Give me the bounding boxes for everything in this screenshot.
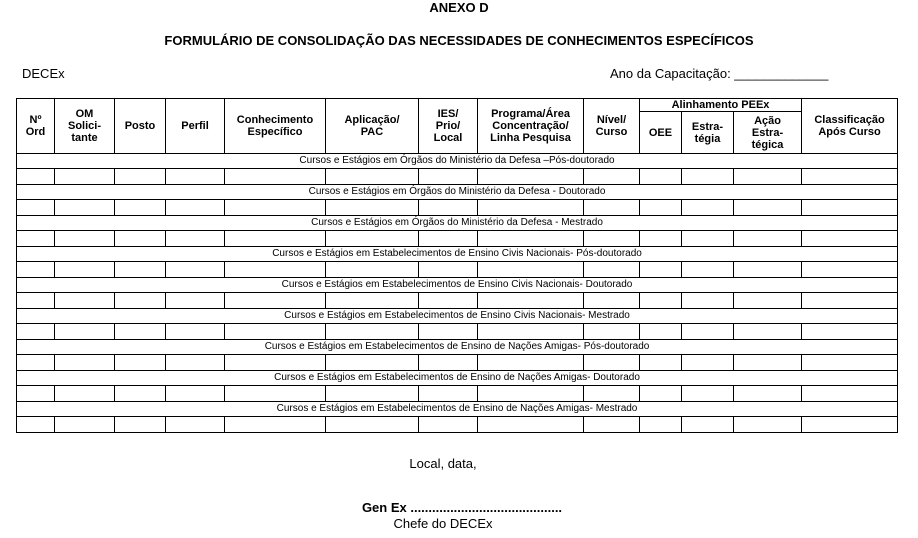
blank-cell: [584, 169, 640, 185]
blank-cell: [802, 200, 898, 216]
blank-cell: [802, 355, 898, 371]
blank-cell: [734, 262, 802, 278]
blank-cell: [166, 355, 225, 371]
blank-cell: [225, 200, 326, 216]
blank-cell: [326, 262, 419, 278]
blank-cell: [225, 231, 326, 247]
blank-cell: [478, 169, 584, 185]
blank-cell: [225, 169, 326, 185]
col-header-programa: Programa/Área Concentração/ Linha Pesquisa: [478, 99, 584, 154]
blank-cell: [326, 293, 419, 309]
col-header-acao: Ação Estra- tégica: [734, 112, 802, 154]
blank-cell: [225, 293, 326, 309]
blank-cell: [640, 231, 682, 247]
blank-cell: [326, 386, 419, 402]
place-date-line: Local, data,: [409, 456, 477, 471]
blank-cell: [419, 293, 478, 309]
col-header-oee: OEE: [640, 112, 682, 154]
blank-cell: [55, 262, 115, 278]
section-row: [17, 340, 898, 355]
blank-cell: [419, 262, 478, 278]
blank-cell: [55, 324, 115, 340]
blank-cell: [166, 231, 225, 247]
blank-cell: [17, 231, 55, 247]
blank-cell: [478, 293, 584, 309]
blank-cell: [55, 169, 115, 185]
blank-cell: [802, 293, 898, 309]
blank-cell: [584, 417, 640, 433]
blank-cell: [734, 293, 802, 309]
section-row: [17, 309, 898, 324]
section-label: Cursos e Estágios em Estabelecimentos de Ensino Civis Nacionais- Doutorado: [17, 278, 898, 293]
blank-cell: [584, 231, 640, 247]
section-label: Cursos e Estágios em Estabelecimentos de Ensino Civis Nacionais- Pós-doutorado: [17, 247, 898, 262]
blank-cell: [734, 231, 802, 247]
blank-cell: [115, 169, 166, 185]
section-row: [17, 185, 898, 200]
col-header-perfil: Perfil: [166, 99, 225, 154]
blank-cell: [17, 386, 55, 402]
blank-cell: [419, 355, 478, 371]
blank-cell: [802, 262, 898, 278]
blank-cell: [802, 231, 898, 247]
blank-cell: [419, 417, 478, 433]
blank-cell: [640, 293, 682, 309]
blank-cell: [734, 324, 802, 340]
blank-cell: [55, 355, 115, 371]
blank-cell: [734, 355, 802, 371]
blank-cell: [225, 355, 326, 371]
blank-cell: [478, 417, 584, 433]
blank-cell: [166, 200, 225, 216]
section-row: [17, 247, 898, 262]
blank-cell: [166, 324, 225, 340]
blank-cell: [734, 386, 802, 402]
blank-cell: [17, 200, 55, 216]
blank-cell: [682, 169, 734, 185]
col-group-alinhamento: Alinhamento PEEx: [640, 99, 802, 112]
blank-cell: [55, 200, 115, 216]
blank-entry-row: [17, 262, 898, 278]
blank-cell: [584, 200, 640, 216]
col-header-estrategia: Estra- tégia: [682, 112, 734, 154]
blank-cell: [17, 262, 55, 278]
blank-cell: [326, 169, 419, 185]
blank-entry-row: [17, 386, 898, 402]
blank-cell: [802, 169, 898, 185]
col-header-nivel: Nível/ Curso: [584, 99, 640, 154]
section-row: [17, 371, 898, 386]
blank-cell: [115, 231, 166, 247]
blank-entry-row: [17, 293, 898, 309]
blank-cell: [478, 386, 584, 402]
blank-cell: [225, 324, 326, 340]
section-row: [17, 216, 898, 231]
col-header-conhecimento: Conhecimento Específico: [225, 99, 326, 154]
blank-cell: [225, 262, 326, 278]
blank-entry-row: [17, 200, 898, 216]
blank-cell: [326, 417, 419, 433]
consolidation-table: [16, 98, 898, 433]
blank-cell: [326, 324, 419, 340]
section-label: Cursos e Estágios em Estabelecimentos de Ensino de Nações Amigas- Pós-doutorado: [17, 340, 898, 355]
blank-cell: [802, 417, 898, 433]
blank-entry-row: [17, 355, 898, 371]
blank-cell: [17, 169, 55, 185]
signature-line: Gen Ex ..........................................: [361, 500, 563, 515]
blank-cell: [478, 324, 584, 340]
blank-cell: [115, 417, 166, 433]
blank-entry-row: [17, 417, 898, 433]
col-header-posto: Posto: [115, 99, 166, 154]
blank-cell: [478, 200, 584, 216]
blank-cell: [326, 200, 419, 216]
section-label: Cursos e Estágios em Estabelecimentos de Ensino de Nações Amigas- Mestrado: [17, 402, 898, 417]
blank-cell: [478, 262, 584, 278]
blank-cell: [682, 200, 734, 216]
blank-cell: [225, 417, 326, 433]
blank-cell: [55, 417, 115, 433]
blank-entry-row: [17, 169, 898, 185]
section-label: Cursos e Estágios em Órgãos do Ministério da Defesa - Mestrado: [17, 216, 898, 231]
col-header-classificacao: Classificação Após Curso: [802, 99, 898, 154]
blank-cell: [115, 293, 166, 309]
blank-cell: [682, 417, 734, 433]
blank-cell: [584, 355, 640, 371]
annex-title: ANEXO D: [429, 0, 489, 15]
blank-cell: [17, 293, 55, 309]
blank-cell: [419, 169, 478, 185]
blank-cell: [419, 231, 478, 247]
blank-cell: [17, 324, 55, 340]
organization-label: DECEx: [22, 66, 65, 81]
blank-cell: [584, 262, 640, 278]
blank-cell: [682, 262, 734, 278]
blank-cell: [166, 386, 225, 402]
section-label: Cursos e Estágios em Órgãos do Ministério da Defesa –Pós-doutorado: [17, 154, 898, 169]
blank-cell: [640, 324, 682, 340]
blank-cell: [734, 169, 802, 185]
blank-cell: [682, 386, 734, 402]
blank-cell: [166, 262, 225, 278]
blank-cell: [419, 386, 478, 402]
training-year-field: Ano da Capacitação: _____________: [610, 66, 829, 81]
blank-cell: [17, 417, 55, 433]
blank-cell: [419, 200, 478, 216]
blank-entry-row: [17, 324, 898, 340]
blank-cell: [584, 386, 640, 402]
blank-cell: [734, 417, 802, 433]
blank-cell: [682, 231, 734, 247]
blank-cell: [166, 169, 225, 185]
section-row: [17, 402, 898, 417]
col-header-ies: IES/ Prio/ Local: [419, 99, 478, 154]
blank-cell: [478, 355, 584, 371]
section-label: Cursos e Estágios em Estabelecimentos de Ensino Civis Nacionais- Mestrado: [17, 309, 898, 324]
blank-cell: [115, 355, 166, 371]
blank-cell: [584, 293, 640, 309]
blank-cell: [478, 231, 584, 247]
blank-cell: [419, 324, 478, 340]
blank-cell: [17, 355, 55, 371]
blank-cell: [166, 417, 225, 433]
blank-cell: [640, 200, 682, 216]
blank-cell: [225, 386, 326, 402]
blank-cell: [115, 386, 166, 402]
blank-cell: [640, 169, 682, 185]
col-header-om: OM Solici- tante: [55, 99, 115, 154]
blank-cell: [326, 231, 419, 247]
col-header-aplicacao: Aplicação/ PAC: [326, 99, 419, 154]
section-row: [17, 278, 898, 293]
blank-cell: [682, 355, 734, 371]
blank-cell: [584, 324, 640, 340]
blank-cell: [802, 324, 898, 340]
blank-cell: [802, 386, 898, 402]
section-row: [17, 154, 898, 169]
blank-entry-row: [17, 231, 898, 247]
blank-cell: [55, 293, 115, 309]
blank-cell: [55, 231, 115, 247]
blank-cell: [115, 324, 166, 340]
blank-cell: [734, 200, 802, 216]
blank-cell: [55, 386, 115, 402]
blank-cell: [115, 262, 166, 278]
blank-cell: [166, 293, 225, 309]
section-label: Cursos e Estágios em Órgãos do Ministério da Defesa - Doutorado: [17, 185, 898, 200]
signer-role: Chefe do DECEx: [393, 516, 493, 531]
blank-cell: [640, 386, 682, 402]
col-header-ord: Nº Ord: [17, 99, 55, 154]
blank-cell: [640, 417, 682, 433]
section-label: Cursos e Estágios em Estabelecimentos de Ensino de Nações Amigas- Doutorado: [17, 371, 898, 386]
blank-cell: [682, 324, 734, 340]
form-title: FORMULÁRIO DE CONSOLIDAÇÃO DAS NECESSIDADES DE CONHECIMENTOS ESPECÍFICOS: [164, 33, 754, 48]
blank-cell: [115, 200, 166, 216]
blank-cell: [640, 355, 682, 371]
blank-cell: [682, 293, 734, 309]
blank-cell: [640, 262, 682, 278]
blank-cell: [326, 355, 419, 371]
